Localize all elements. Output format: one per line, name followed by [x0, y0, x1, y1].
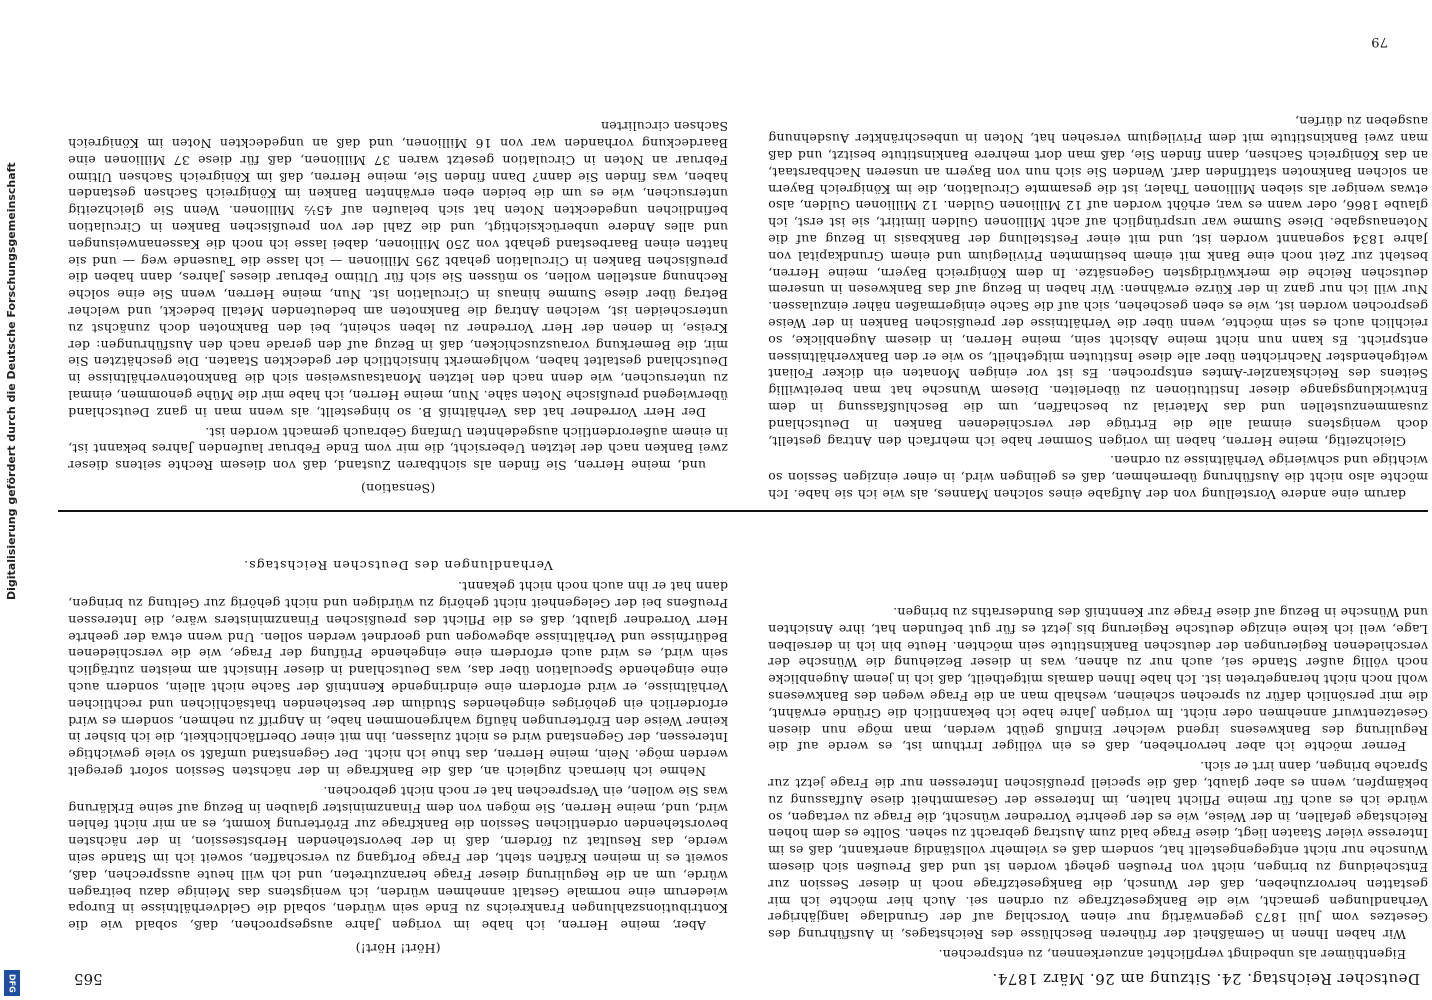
credit-text: Digitalisierung gefördert durch die Deutsche Forschungsgemeinschaft [4, 162, 18, 600]
section-divider [58, 510, 1428, 512]
interjection: (Sensation) [360, 481, 436, 496]
bottom-right-column [68, 32, 728, 502]
running-head [58, 966, 1428, 992]
top-right-column [68, 532, 728, 962]
dfg-logo-icon: DFG [4, 970, 20, 996]
interjection: (Hört! Hört!) [355, 941, 441, 956]
footer-page-number: 79 [1371, 33, 1388, 49]
paragraph: Eigenthümer als unbedingt verpflichtet anzuerkennen, zu entsprechen. [938, 947, 1406, 962]
running-head-title: Deutscher Reichstag. 24. Sitzung am 26. März 1874. [992, 970, 1420, 988]
paragraph: Aber, meine Herren, ich habe im vorigen Jahre ausgesprochen, daß, sobald wie die Kontributionszahlungen Frankreichs zu Ende sein würden, sobald die Geldverhältnisse in Europa wiederum eine normale Gestalt annehmen würden, ich wenigstens das Meinige dazu beitragen würde, um an die Regulirung dieser Frage heranzutreten, und ich will heute aussprechen, daß, soweit es in meinen Kräften steht, der Frage Fortgang zu verschaffen, soweit ich im Stande sein werde, das Resultat zu fördern, daß in der bevorstehenden Herbstsession, in der nächsten bevorstehenden ordentlichen Session die Bankfrage zur Erörterung kommt, es an mir nicht fehlen wird, und, meine Herren, Sie mögen von dem Finanzminister glauben in Bezug auf seine Erklärung was Sie wollen, ein Versprechen hat er noch nicht gebrochen. [68, 783, 728, 934]
paragraph: Der Herr Vorredner hat das Verhältniß B. so hingestellt, als wenn man in ganz Deutschland überwiegend preußische Noten sähe. Nun, meine Herren, ich habe mir die Mühe genommen, einmal zu untersuchen, wie denn nach den letzten Monatsausweisen sich die Banknotenverhältnisse in Deutschland gestaltet haben, wohlgemerkt hinsichtlich der gedeckten Staaten. Die geschätzten Sie mir, die Bemerkung vorauszuschicken, daß in Bezug auf den gerade nach den Ausführungen: der Kreise, in denen der Herr Vorredner zu leben scheint, bei den Banknoten doch zunächst zu unterscheiden ist, welchen Antrag die Banknoten am bedeutenden Metall bedeckt, und welcher Betrag über diese Summe hinaus in Circulation ist. Nun, meine Herren, wenn Sie eine solche Rechnung anstellen wollen, so müssen Sie sich für Ultimo Februar dieses Jahres, dann haben die preußischen Banken in Circulation gehabt 295 Millionen — ich lasse die Tausende weg — und sie hatten einen Baarbestand gehabt von 250 Millionen, dabei lasse ich noch die Kassenanweisungen und alles Andere unberücksichtigt, und die Zahl der von preußischen Banken in Circulation befindlichen ungedeckten Noten hat sich belaufen auf 45½ Millionen. Wenn Sie gleichzeitig untersuchen, wie es um die beiden eben erwähnten Banken im Königreich Sachsen gestanden haben, was finden Sie dann? Dann finden Sie, meine Herren, daß im Königreich Sachsen Ultimo Februar an Noten in Circulation gesetzt waren 37 Millionen, daß für diese 37 Millionen eine Baardeckung vorhanden war von 16 Millionen, und daß an ungedeckten Noten im Königreich Sachsen circulirten [68, 119, 728, 420]
bottom-text-block [58, 32, 1428, 502]
paragraph: und, meine Herren, Sie finden als sichtbaren Zustand, daß von diesem Rechte seitens dieser zwei Banken nach der letzten Uebersicht, die mir vom Ende Februar laufenden Jahres bekannt ist, in einem außerordentlich ausgedehnten Umfang Gebrauch gemacht worden ist. [68, 424, 728, 474]
running-head-page-number: 565 [74, 970, 103, 988]
paragraph: Ferner möchte ich aber hervorheben, daß es ein völliger Irrthum ist, es werde auf die Regulirung des Bankwesens irgend welcher Einfluß geübt werden, man möge nun diesen Gesetzentwurf annehmen oder nicht. Im vorigen Jahre habe ich bekanntlich die Gründe erwähnt, die mir persönlich dafür zu sprechen scheinen, weshalb man an die Frage wegen des Bankwesens wohl noch nicht herangetreten ist. Ich habe Ihnen damals mitgetheilt, daß ich in jenem Augenblicke noch völlig außer Stande sei, auch nur zu ahnen, was in dieser Beziehung die Wünsche der verschiedenen Regierungen der deutschen Bankinstitute sein möchten. Heute bin ich in derselben Lage, weil ich keine einzige deutsche Regierung bis jetzt es für gut befunden hat, ihre Ansichten und Wünsche in Bezug auf diese Frage zur Kenntniß des Bundesraths zu bringen. [768, 605, 1428, 755]
signoff-line: Verhandlungen des Deutschen Reichstags. [243, 558, 553, 574]
bottom-left-column [768, 32, 1428, 502]
paragraph: Nehme ich hiernach zugleich an, daß die Bankfrage in der nächsten Session sofort geregelt werden möge. Nein, meine Herren, das thue ich nicht. Der Gegenstand umfaßt so viele gewichtige Interessen, der Gegenstand wird es nicht zulassen, ihn mit einer Oberflächlichkeit, die ich bisher in keiner Weise den Erörterungen häufig wahrgenommen habe, in Angriff zu nehmen, sondern es wird erforderlich ein gehöriges eingehendes Studium der bestehenden thatsächlichen und rechtlichen Verhältnisse, er wird erfordern eine eindringende Kenntniß der Sache nicht allein, sondern auch eine eingehende Speculation über das, was Deutschland in dieser Hinsicht am meisten zuträglich sein wird, es wird auch erfordern eine eingehende Prüfung der Frage, wie die verschiedenen Bedürfnisse und Verhältnisse abgewogen und geordnet werden sollen. Und wenn etwa der geehrte Herr Vorredner glaubt, daß es die Pflicht des preußischen Finanzministers wäre, die Interessen Preußens bei der Gelegenheit nicht gehörig zu würdigen und nicht gehörig zur Geltung zu bringen, dann hat er ihn auch noch nicht gekannt. [68, 579, 728, 780]
rotated-scan-content [58, 10, 1428, 992]
paragraph: Wir haben Ihnen in Gemäßheit der früheren Beschlüsse des Reichstages, in Ausführung des Gesetzes vom Juli 1873 gegenwärtig nur einen Vorschlag auf der Grundlage langjähriger Verhandlungen gemacht, wie die Bankgesetzfrage zu ordnen sei. Auch hier möchte ich mir gestatten hervorzuheben, daß der Wunsch, die Bankgesetzfrage noch in dieser Session zur Entscheidung zu bringen, nicht von Preußen gehegt worden ist und daß Preußen sich diesem Wunsche nur nicht entgegengestellt hat, sondern daß es vielmehr vollständig anerkannt, daß es im Interesse vieler Staaten liegt, diese Frage bald zum Austrag gebracht zu sehen. Sollte es dem hohen Reichstage gefallen, in der Weise, wie es der geehrte Vorredner wünscht, die Frage zu vertagen, so würde ich es auch für meine Pflicht halten, im Interesse der Gesammtheit diese Auffassung zu bekämpfen, wenn es aber glaubt, daß die speciell preußischen Interessen nur die Frage jetzt zur Sprache bringen, dann irrt er sich. [768, 759, 1428, 943]
digitization-credit [2, 162, 20, 600]
top-text-block [58, 532, 1428, 962]
paragraph: darum eine andere Vorstellung von der Aufgabe eines solchen Mannes, als wie ich sie habe. Ich möchte also nicht die Ausführung übernehmen, daß es gelingen wird, in einer einzigen Session so wichtige und schwierige Verhältnisse zu ordnen. [768, 453, 1428, 502]
paragraph: Gleichzeitig, meine Herren, haben im vorigen Sommer habe ich mehrfach den Antrag gestellt, doch wenigstens einmal alle die Ertrüge der verschiedenen Banken in Deutschland zusammenzustellen und das Material zu beschaffen, um die Beschlußfassung in dem Entwicklungsgange dieser Institutionen zu überleiten. Diesem Wunsche hat man bereitwillig Seitens des Reichskanzler-Amtes entsprochen. Es ist vor einigen Monaten ein dicker Foliant weitgehendster Nachrichten über alle diese Instituten mitgetheilt, so wie er den Bankverhältnissen entspricht. Es kann nun nicht meine Absicht sein, meine Herren, in diesem Augenblicke, so reichlich auch es sein möchte, wenn über die Verhältnisse der preußischen Banken in der Weise gesprochen worden ist, wie es eben geschehen, sich auf die Sache einigermaßen näher einzulassen. Nur will ich nur ganz in der Kürze erwähnen: Wir haben in Bezug auf das Bankwesen in unserem deutschen Reiche die merkwürdigsten Gegensätze. In dem Königreich Bayern, meine Herren, besteht zur Zeit noch eine Bank mit einem bestimmten Privilegium und einem Grundkapital von Jahre 1834 sogenannt worden ist, und mit einer Feststellung der Bankbasis in Bezug auf die Notenausgabe. Diese Summe war ursprünglich auf acht Millionen Gulden limitirt, sie ist erst, ich glaube 1866, oder wann es war, erhöht worden auf 12 Millionen Gulden. 12 Millionen Gulden, also etwas weniger als sieben Millionen Thaler, ist die gesammte Circulation, die im Königreich Bayern an solchen Banknoten stattfinden darf. Wenden Sie sich nun von Bayern an unseren Nachbarstaat, an das Königreich Sachsen, dann finden Sie, daß man dort mehrere Bankinstitute besitzt, und daß man zwei Bankinstitute mit dem Privilegium versehen hat, Noten in unbeschränkter Ausdehnung ausgeben zu dürfen, [768, 114, 1428, 449]
top-left-column [768, 532, 1428, 962]
